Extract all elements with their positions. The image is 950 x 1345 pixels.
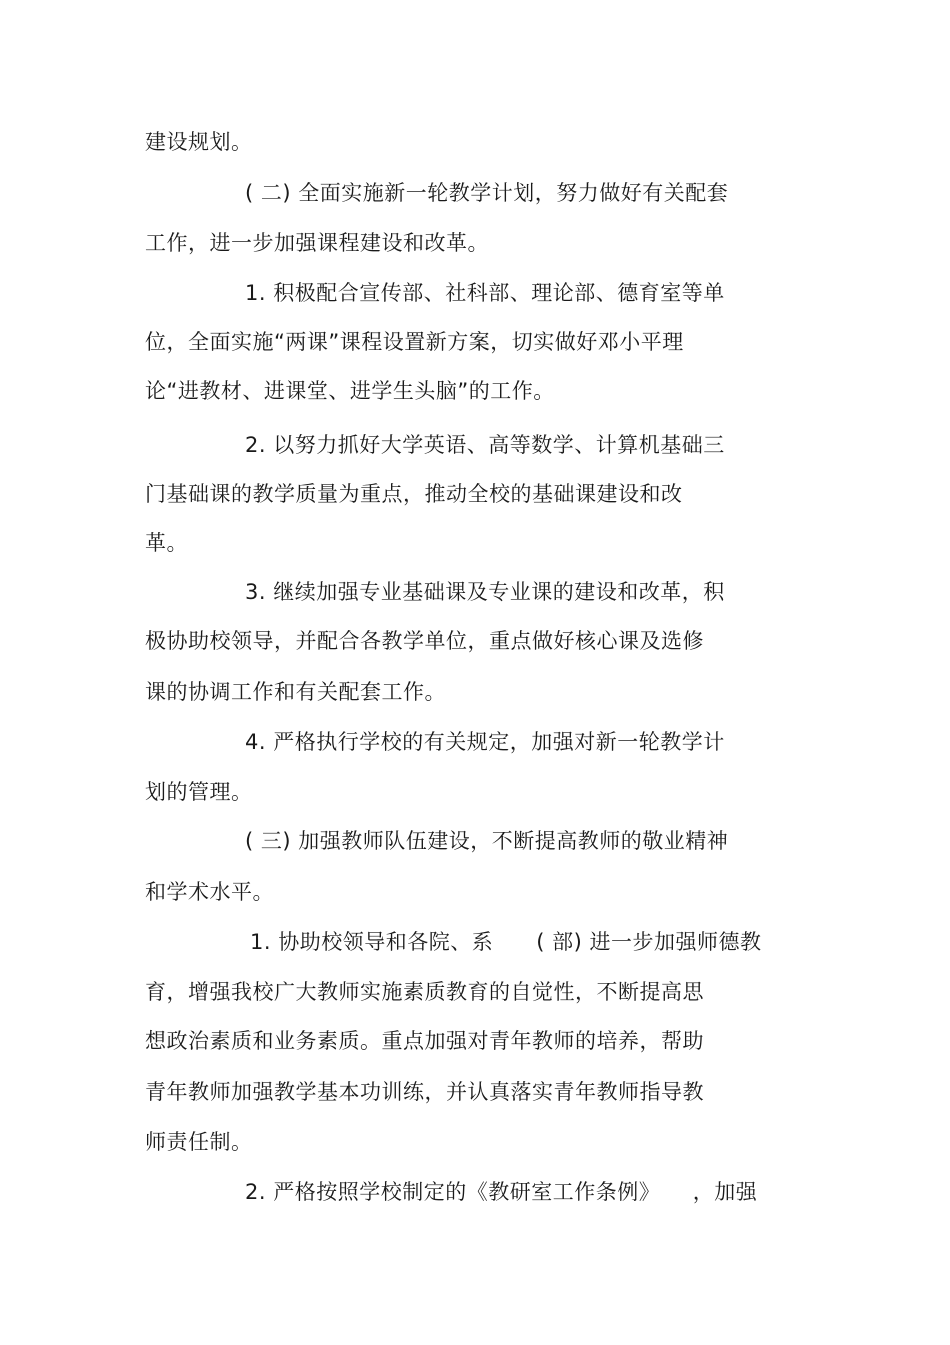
list-item-3: 3. 继续加强专业基础课及专业课的建设和改革，积 [245,580,725,604]
text-line: 工作，进一步加强课程建设和改革。 [145,231,489,255]
text-line: 位，全面实施“两课”课程设置新方案，切实做好邓小平理 [145,330,684,354]
list-item-1: 1. 协助校领导和各院、系 ( 部) 进一步加强师德教 [250,930,762,954]
text-line: 育，增强我校广大教师实施素质教育的自觉性，不断提高思 [145,980,704,1004]
list-item-2: 2. 以努力抓好大学英语、高等数学、计算机基础三 [245,433,725,457]
text-line: 划的管理。 [145,780,253,804]
list-item-4: 4. 严格执行学校的有关规定，加强对新一轮教学计 [245,730,725,754]
section-heading-3: ( 三) 加强教师队伍建设，不断提高教师的敬业精神 [245,829,729,853]
text-line: 极协助校领导，并配合各教学单位，重点做好核心课及选修 [145,629,704,653]
list-item-1: 1. 积极配合宣传部、社科部、理论部、德育室等单 [245,281,725,305]
text-line: 想政治素质和业务素质。重点加强对青年教师的培养，帮助 [145,1029,704,1053]
text-line: 门基础课的教学质量为重点，推动全校的基础课建设和改 [145,482,683,506]
text-line: 青年教师加强教学基本功训练，并认真落实青年教师指导教 [145,1080,704,1104]
section-heading-2: ( 二) 全面实施新一轮教学计划，努力做好有关配套 [245,181,729,205]
text-line: 和学术水平。 [145,880,274,904]
list-item-2: 2. 严格按照学校制定的《教研室工作条例》 ，加强 [245,1180,758,1204]
text-line: 革。 [145,531,188,555]
text-line: 建设规划。 [145,130,253,154]
text-line: 课的协调工作和有关配套工作。 [145,680,446,704]
text-line: 论“进教材、进课堂、进学生头脑”的工作。 [145,379,555,403]
text-line: 师责任制。 [145,1130,253,1154]
